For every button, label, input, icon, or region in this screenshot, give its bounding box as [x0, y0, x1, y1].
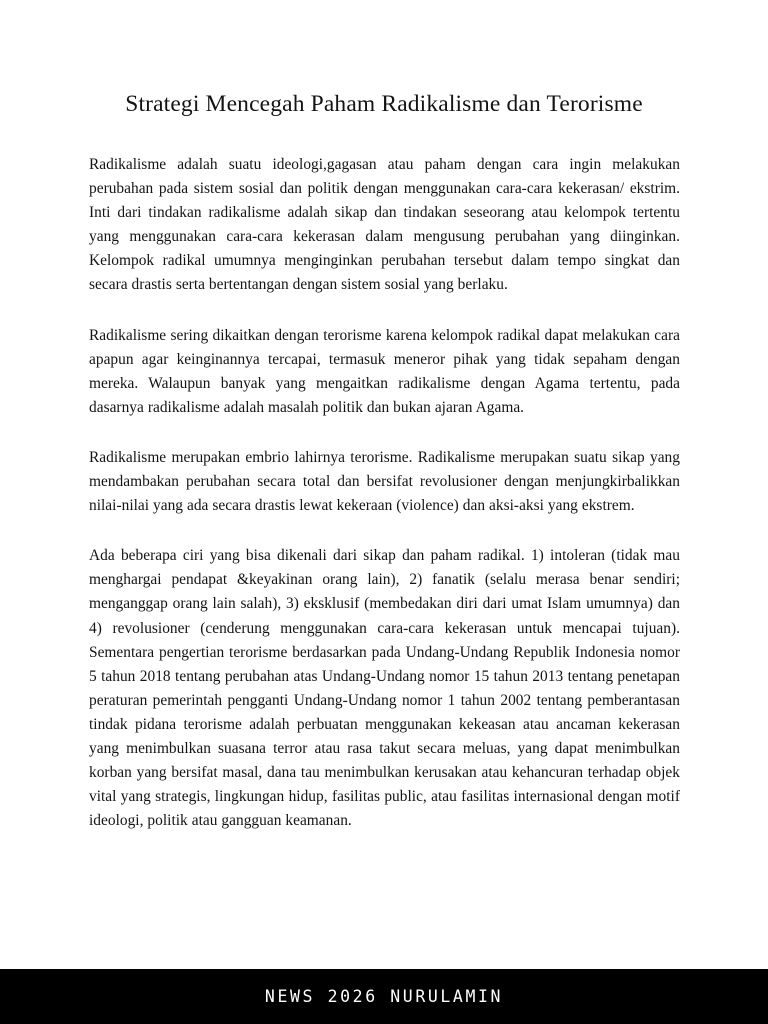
footer-watermark-text: NEWS 2026 NURULAMIN: [264, 987, 504, 1006]
paragraph: Radikalisme adalah suatu ideologi,gagasan atau paham dengan cara ingin melakukan perubahan pada sistem sosial dan politik dengan menggunakan cara-cara kekerasan/ ekstrim. Inti dari tindakan radikalisme adalah sikap dan tindakan seseorang atau kelompok tertentu yang menggunakan cara-cara kekerasan dalam mengusung perubahan yang diinginkan. Kelompok radikal umumnya menginginkan perubahan tersebut dalam tempo singkat dan secara drastis serta bertentangan dengan sistem sosial yang berlaku.: [89, 156, 680, 294]
document-body: [89, 153, 680, 833]
footer-watermark-band: [0, 969, 768, 1024]
page-title: Strategi Mencegah Paham Radikalisme dan Terorisme: [125, 90, 643, 117]
paragraph: Radikalisme sering dikaitkan dengan terorisme karena kelompok radikal dapat melakukan cara apapun agar keinginannya tercapai, termasuk meneror pihak yang tidak sepaham dengan mereka. Walaupun banyak yang mengaitkan radikalisme dengan Agama tertentu, pada dasarnya radikalisme adalah masalah politik dan bukan ajaran Agama.: [89, 326, 680, 416]
paragraph: Radikalisme merupakan embrio lahirnya terorisme. Radikalisme merupakan suatu sikap yang mendambakan perubahan secara total dan bersifat revolusioner dengan menjungkirbalikkan nilai-nilai yang ada secara drastis lewat kekeraan (violence) dan aksi-aksi yang ekstrem.: [89, 448, 680, 515]
paragraph: Ada beberapa ciri yang bisa dikenali dari sikap dan paham radikal. 1) intoleran (tidak mau menghargai pendapat &keyakinan orang lain), 2) fanatik (selalu merasa benar sendiri; menganggap orang lain salah), 3) eksklusif (membedakan diri dari umat Islam umumnya) dan 4) revolusioner (cenderung menggunakan cara-cara kekerasan untuk mencapai tujuan). Sementara pengertian terorisme berdasarkan pada Undang-Undang Republik Indonesia nomor 5 tahun 2018 tentang perubahan atas Undang-Undang nomor 15 tahun 2013 tentang penetapan peraturan pemerintah pengganti Undang-Undang nomor 1 tahun 2002 tentang pemberantasan tindak pidana terorisme adalah perbuatan menggunakan kekeasan atau ancaman kekerasan yang menimbulkan suasana terror atau rasa takut secara meluas, yang dapat menimbulkan korban yang bersifat masal, dana tau menimbulkan kerusakan atau kehancuran terhadap objek vital yang strategis, lingkungan hidup, fasilitas public, atau fasilitas internasional dengan motif ideologi, politik atau gangguan keamanan.: [89, 547, 680, 830]
